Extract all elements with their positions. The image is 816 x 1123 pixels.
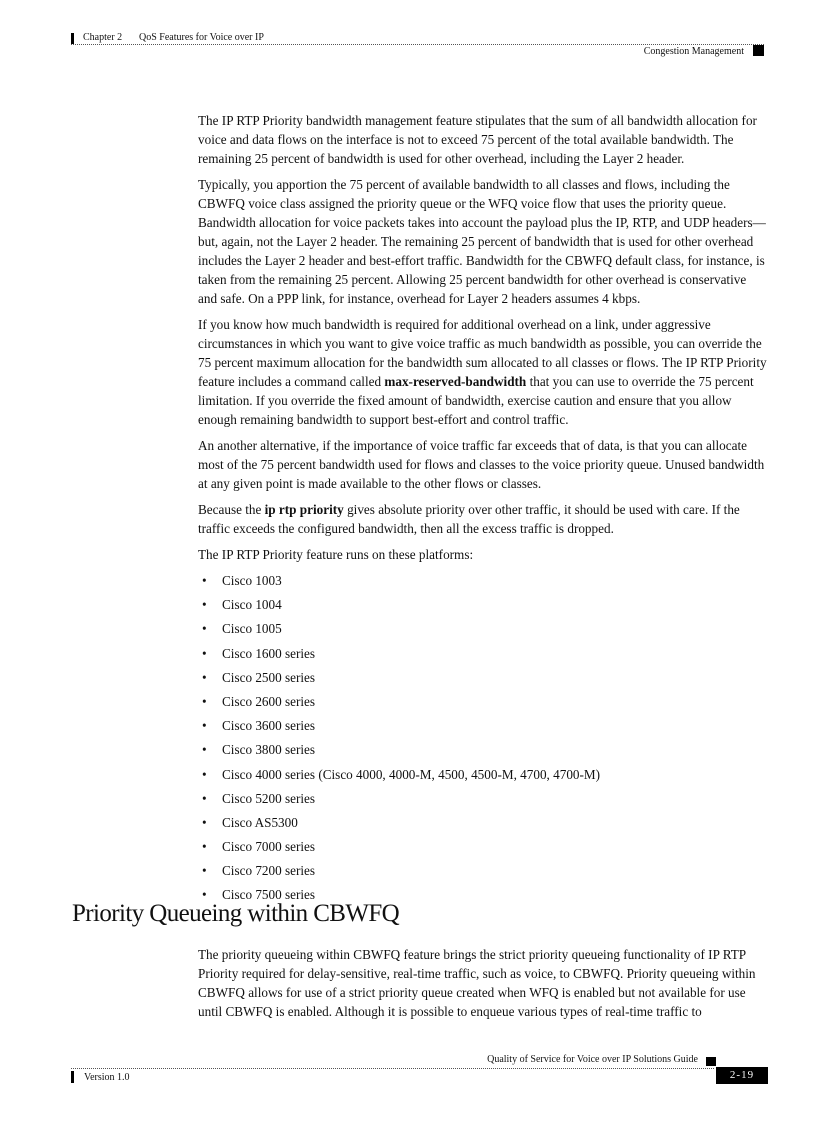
list-item — [198, 692, 768, 716]
paragraph — [198, 500, 768, 538]
platform-list — [198, 571, 768, 910]
bullet-icon: • — [202, 669, 207, 685]
list-item — [198, 668, 768, 692]
list-item — [198, 571, 768, 595]
footer-square-mark — [706, 1057, 716, 1066]
bullet-icon: • — [202, 863, 207, 879]
paragraph-text: that you can use to override the 75 percent limitation. If you override the fixed amount of bandwidth, exercise caution and ensure that you allow enough remaining bandwidth to support best-effort and control traffic. — [198, 374, 754, 427]
chapter-label: Chapter 2 — [83, 32, 123, 43]
header-divider — [71, 44, 764, 45]
list-item — [198, 861, 768, 885]
bullet-icon: • — [202, 645, 207, 661]
bullet-icon: • — [202, 742, 207, 758]
footer-divider — [71, 1068, 714, 1069]
list-item — [198, 837, 768, 861]
list-item-text: Cisco AS5300 — [222, 814, 298, 830]
list-item-text: Cisco 3600 series — [222, 718, 316, 734]
paragraph: The IP RTP Priority feature runs on these platforms: — [198, 547, 474, 562]
list-item-text: Cisco 4000 series (Cisco 4000, 4000-M, 4500, 4500-M, 4700, 4700-M) — [222, 766, 601, 782]
section-label: Congestion Management — [643, 46, 744, 57]
list-item-text: Cisco 3800 series — [222, 742, 316, 758]
bullet-icon: • — [202, 887, 207, 903]
version-label: Version 1.0 — [84, 1072, 130, 1083]
list-item — [198, 595, 768, 619]
paragraph: An another alternative, if the importance of voice traffic far exceeds that of data, is that you can allocate most of the 75 percent bandwidth used for flows and classes to the voice priority queue. Unused bandwidth at any given point is made available to the other flows or classes. — [198, 438, 765, 491]
bullet-icon: • — [202, 718, 207, 734]
section-heading: Priority Queueing within CBWFQ — [72, 900, 400, 927]
bullet-icon: • — [202, 814, 207, 830]
guide-title: Quality of Service for Voice over IP Solutions Guide — [487, 1054, 698, 1065]
footer-bar-mark — [71, 1071, 74, 1083]
list-item — [198, 740, 768, 764]
bullet-icon: • — [202, 621, 207, 637]
paragraph: Typically, you apportion the 75 percent of available bandwidth to all classes and flows, including the CBWFQ voice class assigned the priority queue or the WFQ voice flow that uses the priority queue. Bandwidth allocation for voice packets takes into account the payload plus the IP, RTP, and UDP headers—but, again, not the Layer 2 header. The remaining 25 percent of bandwidth that is used for other overhead includes the Layer 2 header and best-effort traffic. Bandwidth for the CBWFQ default class, for instance, is taken from the remaining 25 percent. Allowing 25 percent bandwidth for other overhead is conservative and safe. On a PPP link, for instance, overhead for Layer 2 headers assumes 4 kbps. — [198, 177, 766, 306]
page-number: 2-19 — [716, 1067, 768, 1084]
bullet-icon: • — [202, 693, 207, 709]
bullet-icon: • — [202, 839, 207, 855]
body-text — [198, 111, 768, 910]
list-item-text: Cisco 1005 — [222, 621, 282, 637]
list-item — [198, 813, 768, 837]
bullet-icon: • — [202, 597, 207, 613]
list-item-text: Cisco 2600 series — [222, 693, 316, 709]
command-name: max-reserved-bandwidth — [384, 374, 527, 389]
list-item — [198, 789, 768, 813]
list-item-text: Cisco 5200 series — [222, 790, 316, 806]
paragraph: The priority queueing within CBWFQ feature brings the strict priority queueing functionality of IP RTP Priority required for delay-sensitive, real-time traffic, such as voice, to CBWFQ. Priority queueing within CBWFQ allows for use of a strict priority queue created when WFQ is enabled but not available for use until CBWFQ is enabled. Although it is possible to enqueue various types of real-time traffic to — [198, 947, 756, 1019]
paragraph-text: Because the — [198, 502, 265, 517]
bullet-icon: • — [202, 790, 207, 806]
paragraph: The IP RTP Priority bandwidth management feature stipulates that the sum of all bandwidth allocation for voice and data flows on the interface is not to exceed 75 percent of the total available bandwidth. The remaining 25 percent of bandwidth is used for other overhead, including the Layer 2 header. — [198, 113, 757, 166]
section-body — [198, 945, 768, 1028]
list-item-text: Cisco 1003 — [222, 573, 282, 588]
list-item — [198, 644, 768, 668]
paragraph — [198, 315, 768, 429]
header-bar-mark — [71, 33, 74, 44]
paragraph-text: gives absolute priority over other traffic, it should be used with care. If the traffic exceeds the configured bandwidth, then all the excess traffic is dropped. — [198, 502, 740, 536]
list-item-text: Cisco 1600 series — [222, 645, 316, 661]
list-item — [198, 765, 768, 789]
command-name: ip rtp priority — [264, 502, 344, 517]
list-item-text: Cisco 7500 series — [222, 887, 316, 903]
list-item-text: Cisco 7200 series — [222, 863, 316, 879]
chapter-title: QoS Features for Voice over IP — [139, 32, 264, 43]
list-item — [198, 716, 768, 740]
paragraph-text: If you know how much bandwidth is required for additional overhead on a link, under aggressive circumstances in which you want to give voice traffic as much bandwidth as possible, you can override the 75 percent maximum allocation for the bandwidth sum allocated to all classes or flows. The IP RTP Priority feature includes a command called — [198, 317, 767, 389]
header-square-mark — [753, 45, 764, 56]
bullet-icon: • — [202, 573, 207, 588]
bullet-icon: • — [202, 766, 207, 782]
list-item-text: Cisco 1004 — [222, 597, 282, 613]
list-item-text: Cisco 7000 series — [222, 839, 316, 855]
list-item — [198, 619, 768, 643]
list-item-text: Cisco 2500 series — [222, 669, 316, 685]
